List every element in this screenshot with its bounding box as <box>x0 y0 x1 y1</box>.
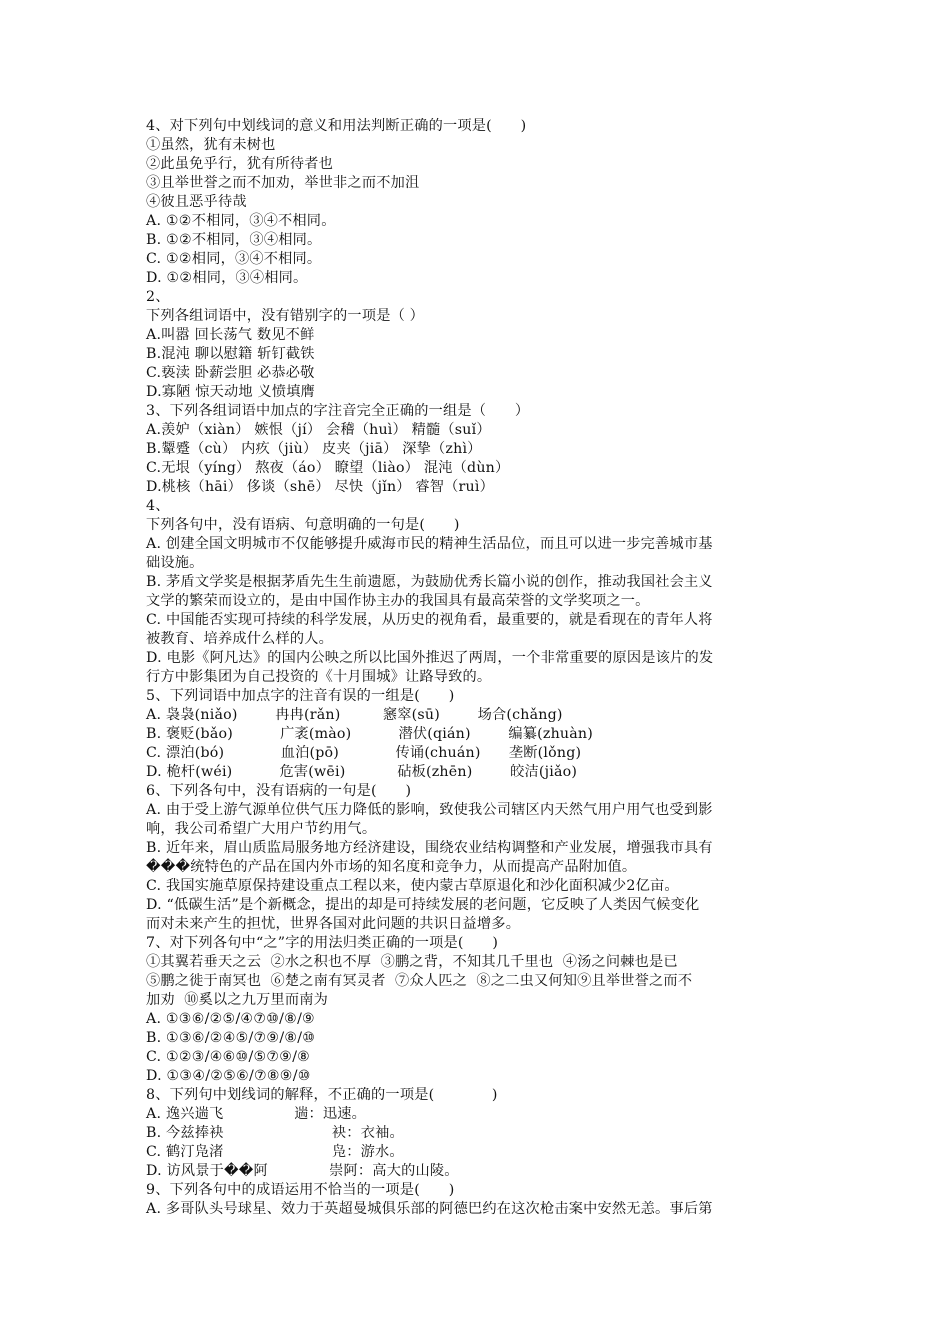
option-a: A. 创建全国文明城市不仅能够提升威海市民的精神生活品位，而且可以进一步完善城市基 <box>146 536 713 552</box>
option-d: D. 桅杆(wéi) 危害(wēi) 砧板(zhēn) 皎洁(jiǎo) <box>146 764 578 780</box>
option-c: C. 中国能否实现可持续的科学发展，从历史的视角看，最重要的，就是看现在的青年人将 <box>146 612 713 628</box>
option-b: B. 今兹捧袂 袂：衣袖。 <box>146 1125 404 1141</box>
question-stem: 下列各句中，没有语病、句意明确的一句是( ) <box>146 517 460 533</box>
option-d: D. 电影《阿凡达》的国内公映之所以比国外推迟了两周，一个非常重要的原因是该片的发 <box>146 650 714 666</box>
option-a: A. 多哥队头号球星、效力于英超曼城俱乐部的阿德巴约在这次枪击案中安然无恙。事后第 <box>146 1201 713 1217</box>
option-b: B. ①②不相同，③④相同。 <box>146 232 322 248</box>
option-d: D.桃核（hāi） 侈谈（shē） 尽快（jǐn） 睿智（ruì） <box>146 479 494 495</box>
option-d: D.寡陋 惊天动地 义愤填膺 <box>146 384 316 400</box>
option-c: C. ①②③/④⑥⑩/⑤⑦⑨/⑧ <box>146 1049 311 1065</box>
option-b-continued: 文学的繁荣而设立的，是由中国作协主办的我国具有最高荣誉的文学奖项之一。 <box>146 593 650 609</box>
sentence-4: ④彼且恶乎待哉 <box>146 194 247 210</box>
question-4-stem: 4、对下列句中划线词的意义和用法判断正确的一项是( ) <box>146 118 527 134</box>
question-stem: 下列各组词语中，没有错别字的一项是（ ） <box>146 308 425 324</box>
option-d: D. 访风景于��阿 崇阿：高大的山陵。 <box>146 1163 459 1179</box>
question-6-stem: 6、下列各句中，没有语病的一句是( ) <box>146 783 412 799</box>
option-c: C. ①②相同，③④不相同。 <box>146 251 322 267</box>
option-a: A.羡妒（xiàn） 嫉恨（jí） 会稽（huì） 精髓（suǐ） <box>146 422 491 438</box>
sentence-list-end: 加劝 ⑩奚以之九万里而南为 <box>146 992 329 1008</box>
option-d: D. ①②相同，③④相同。 <box>146 270 308 286</box>
option-a: A. 逸兴遄飞 遄：迅速。 <box>146 1106 367 1122</box>
option-a: A. 由于受上游气源单位供气压力降低的影响，致使我公司辖区内天然气用户用气也受到影 <box>146 802 713 818</box>
sentence-list-continued: ⑤鹏之徙于南冥也 ⑥楚之南有冥灵者 ⑦众人匹之 ⑧之二虫又何知⑨且举世誉之而不 <box>146 973 693 989</box>
option-d-continued: 行方中影集团为自己投资的《十月围城》让路导致的。 <box>146 669 492 685</box>
option-b: B.混沌 聊以慰籍 斩钉截铁 <box>146 346 315 362</box>
question-number: 2、 <box>146 289 170 305</box>
option-b: B. 近年来，眉山质监局服务地方经济建设，围绕农业结构调整和产业发展，增强我市具有 <box>146 840 713 856</box>
question-3-stem: 3、下列各组词语中加点的字注音完全正确的一组是（ ） <box>146 403 530 419</box>
question-7-stem: 7、对下列各句中“之”字的用法归类正确的一项是( ) <box>146 935 499 951</box>
option-a: A.叫嚣 回长荡气 数见不鲜 <box>146 327 315 343</box>
sentence-2: ②此虽免乎行，犹有所待者也 <box>146 156 334 172</box>
question-8-stem: 8、下列句中划线词的解释，不正确的一项是( ) <box>146 1087 498 1103</box>
option-b-continued: ���统特色的产品在国内外市场的知名度和竞争力，从而提高产品附加值。 <box>146 859 637 875</box>
option-c: C.无垠（yíng） 熬夜（áo） 瞭望（liào） 混沌（dùn） <box>146 460 510 476</box>
option-a-continued: 础设施。 <box>146 555 204 571</box>
question-5-stem: 5、下列词语中加点字的注音有误的一组是( ) <box>146 688 455 704</box>
option-c: C. 我国实施草原保持建设重点工程以来，使内蒙古草原退化和沙化面积减少2亿亩。 <box>146 878 679 894</box>
option-b: B. ①③⑥/②④⑤/⑦⑨/⑧/⑩ <box>146 1030 316 1046</box>
option-c: C. 漂泊(bó) 血泊(pō) 传诵(chuán) 垄断(lǒng) <box>146 745 582 761</box>
question-9-stem: 9、下列各句中的成语运用不恰当的一项是( ) <box>146 1182 455 1198</box>
option-a-continued: 响，我公司希望广大用户节约用气。 <box>146 821 377 837</box>
question-number: 4、 <box>146 498 170 514</box>
option-b: B. 茅盾文学奖是根据茅盾先生生前遗愿，为鼓励优秀长篇小说的创作，推动我国社会主义 <box>146 574 713 590</box>
option-c-continued: 被教育、培养成什么样的人。 <box>146 631 334 647</box>
option-b: B.颦蹙（cù） 内疚（jiù） 皮夹（jiā） 深挚（zhì） <box>146 441 482 457</box>
option-b: B. 褒贬(bǎo) 广袤(mào) 潜伏(qián) 编纂(zhuàn) <box>146 726 593 742</box>
option-a: A. 袅袅(niǎo) 冉冉(rǎn) 窸窣(sū) 场合(chǎng) <box>146 707 563 723</box>
sentence-1: ①虽然，犹有未树也 <box>146 137 276 153</box>
option-d-continued: 而对未来产生的担忧，世界各国对此问题的共识日益增多。 <box>146 916 521 932</box>
option-a: A. ①③⑥/②⑤/④⑦⑩/⑧/⑨ <box>146 1011 315 1027</box>
sentence-list: ①其翼若垂天之云 ②水之积也不厚 ③鹏之背，不知其几千里也 ④汤之问棘也是已 <box>146 954 678 970</box>
option-d: D. ①③④/②⑤⑥/⑦⑧⑨/⑩ <box>146 1068 311 1084</box>
option-c: C.亵渎 卧薪尝胆 必恭必敬 <box>146 365 315 381</box>
option-d: D. “低碳生活”是个新概念，提出的却是可持续发展的老问题，它反映了人类因气候变化 <box>146 897 700 913</box>
option-c: C. 鹤汀凫渚 凫：游水。 <box>146 1144 404 1160</box>
sentence-3: ③且举世誉之而不加劝，举世非之而不加沮 <box>146 175 420 191</box>
option-a: A. ①②不相同，③④不相同。 <box>146 213 336 229</box>
